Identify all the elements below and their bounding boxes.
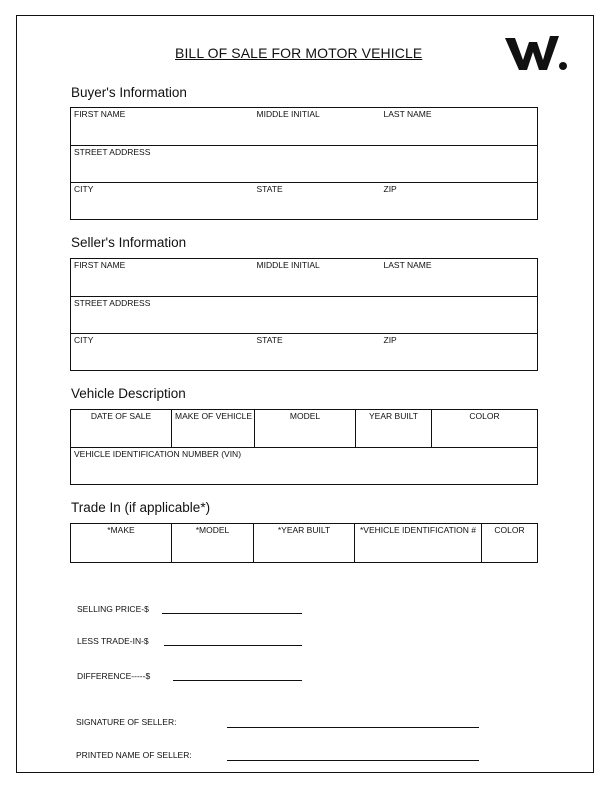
vehicle-model-label: MODEL (289, 411, 321, 421)
seller-city-field[interactable] (71, 334, 254, 371)
trade-in-year-built-label: *YEAR BUILT (277, 525, 331, 535)
buyer-street-address-label: STREET ADDRESS (74, 147, 151, 157)
trade-in-section-title: Trade In (if applicable*) (71, 500, 211, 515)
buyer-info-table (70, 107, 538, 220)
vehicle-date-of-sale-label: DATE OF SALE (90, 411, 152, 421)
selling-price-line[interactable] (162, 613, 302, 614)
trade-in-model-field[interactable] (172, 524, 254, 563)
seller-state-label: STATE (256, 335, 283, 345)
vehicle-vin-field[interactable] (71, 448, 538, 485)
vehicle-year-built-label: YEAR BUILT (369, 411, 418, 421)
seller-zip-label: ZIP (383, 335, 397, 345)
signature-of-seller-line[interactable] (227, 727, 479, 728)
buyer-zip-field[interactable] (381, 183, 538, 220)
vehicle-vin-label: VEHICLE IDENTIFICATION NUMBER (VIN) (74, 449, 242, 459)
seller-section-title: Seller's Information (71, 235, 187, 250)
seller-info-table (70, 258, 538, 371)
buyer-last-name-field[interactable] (381, 108, 538, 146)
trade-in-model-label: *MODEL (195, 525, 230, 535)
seller-middle-initial-label: MIDDLE INITIAL (256, 260, 320, 270)
trade-in-table (70, 523, 538, 563)
trade-in-year-built-field[interactable] (254, 524, 355, 563)
buyer-state-label: STATE (256, 184, 283, 194)
seller-first-name-field[interactable] (71, 259, 254, 297)
vehicle-section-title: Vehicle Description (71, 386, 186, 401)
less-trade-in-label: LESS TRADE-IN-$ (77, 636, 149, 646)
seller-city-label: CITY (74, 335, 94, 345)
vehicle-year-built-field[interactable] (356, 410, 432, 448)
seller-last-name-label: LAST NAME (383, 260, 432, 270)
vehicle-make-label: MAKE OF VEHICLE (175, 411, 252, 421)
buyer-section-title: Buyer's Information (71, 85, 187, 100)
vehicle-make-field[interactable] (172, 410, 255, 448)
buyer-city-label: CITY (74, 184, 94, 194)
trade-in-vin-field[interactable] (355, 524, 482, 563)
printed-name-of-seller-label: PRINTED NAME OF SELLER: (76, 750, 192, 760)
buyer-middle-initial-field[interactable] (254, 108, 381, 146)
buyer-first-name-field[interactable] (71, 108, 254, 146)
difference-label: DIFFERENCE-----$ (77, 671, 151, 681)
vehicle-description-table (70, 409, 538, 485)
less-trade-in-line[interactable] (164, 645, 302, 646)
selling-price-label: SELLING PRICE-$ (77, 604, 149, 614)
vehicle-color-label: COLOR (469, 411, 500, 421)
document-title: BILL OF SALE FOR MOTOR VEHICLE (175, 45, 423, 61)
seller-state-field[interactable] (254, 334, 381, 371)
signature-of-seller-label: SIGNATURE OF SELLER: (76, 717, 177, 727)
vehicle-color-field[interactable] (432, 410, 538, 448)
difference-line[interactable] (173, 680, 302, 681)
seller-street-address-label: STREET ADDRESS (74, 298, 151, 308)
printed-name-of-seller-line[interactable] (227, 760, 479, 761)
seller-street-address-field[interactable] (71, 297, 538, 334)
vehicle-model-field[interactable] (255, 410, 356, 448)
buyer-first-name-label: FIRST NAME (74, 109, 126, 119)
trade-in-color-label: COLOR (494, 525, 525, 535)
buyer-middle-initial-label: MIDDLE INITIAL (256, 109, 320, 119)
wonder-w-logo-icon (503, 30, 567, 76)
buyer-state-field[interactable] (254, 183, 381, 220)
trade-in-make-label: *MAKE (107, 525, 135, 535)
trade-in-color-field[interactable] (482, 524, 538, 563)
buyer-zip-label: ZIP (383, 184, 397, 194)
buyer-street-address-field[interactable] (71, 146, 538, 183)
seller-zip-field[interactable] (381, 334, 538, 371)
trade-in-vin-label: *VEHICLE IDENTIFICATION # (359, 525, 477, 535)
buyer-last-name-label: LAST NAME (383, 109, 432, 119)
vehicle-date-of-sale-field[interactable] (71, 410, 172, 448)
buyer-city-field[interactable] (71, 183, 254, 220)
trade-in-make-field[interactable] (71, 524, 172, 563)
seller-last-name-field[interactable] (381, 259, 538, 297)
seller-first-name-label: FIRST NAME (74, 260, 126, 270)
seller-middle-initial-field[interactable] (254, 259, 381, 297)
